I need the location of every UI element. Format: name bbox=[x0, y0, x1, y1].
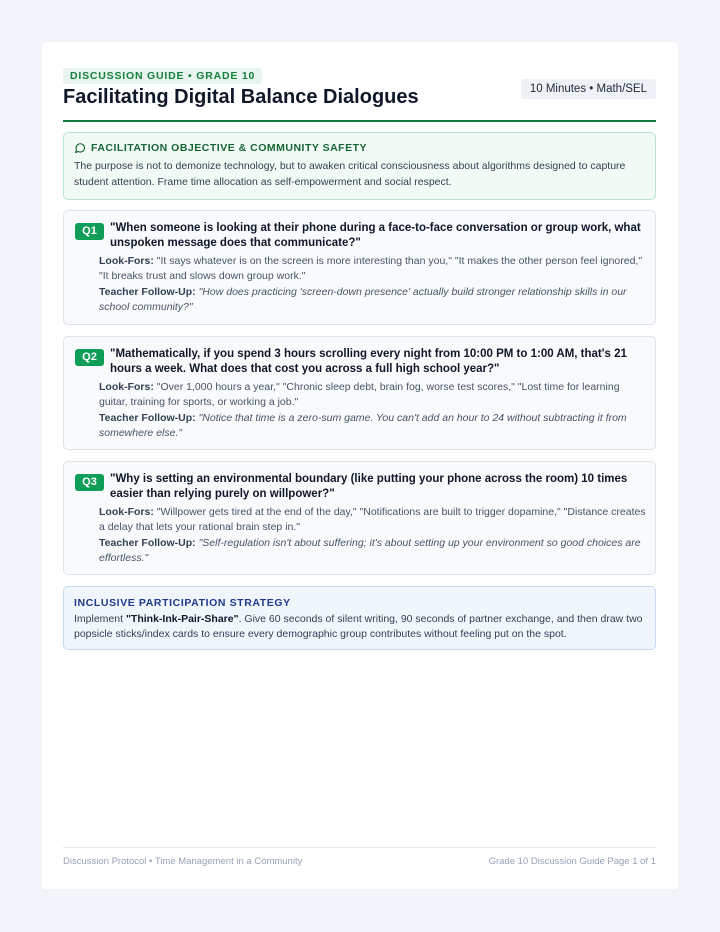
strategy-suffix: . Give 60 seconds of silent writing, 90 seconds of partner exchange, and then draw two popsicle sticks/index cards to ensure every demographic group contributes without feeling put on the spot. bbox=[74, 613, 643, 640]
strategy-highlight: "Think-Ink-Pair-Share" bbox=[125, 613, 239, 625]
objective-text: The purpose is not to demonize technology, but to awaken critical consciousness about algorithms designed to capture student attention. Frame time allocation as self-empowerment and social respect. bbox=[74, 160, 626, 188]
question-text: "When someone is looking at their phone during a face-to-face conversation or group work, what unspoken message does that communicate?" bbox=[110, 222, 641, 249]
strategy-prefix: Implement bbox=[74, 613, 126, 625]
question-answers bbox=[99, 505, 647, 565]
question-answers bbox=[99, 380, 647, 440]
look-fors-label: Look-Fors: bbox=[99, 506, 154, 518]
follow-up-label: Teacher Follow-Up: bbox=[99, 537, 196, 549]
question-card-q2 bbox=[63, 336, 656, 450]
follow-up-label: Teacher Follow-Up: bbox=[99, 286, 196, 298]
grade-tag: DISCUSSION GUIDE • GRADE 10 bbox=[63, 68, 262, 84]
question-text: "Mathematically, if you spend 3 hours scrolling every night from 10:00 PM to 1:00 AM, that's 21 hours a week. What does that cost you across a full high school year?" bbox=[110, 348, 627, 375]
follow-up-text: "Self-regulation isn't about suffering; it's about setting up your environment so good choices are effortless." bbox=[99, 537, 641, 564]
question-badge: Q2 bbox=[75, 349, 104, 366]
question-badge: Q3 bbox=[75, 474, 104, 491]
look-fors-text: "It says whatever is on the screen is more interesting than you," "It makes the other person feel ignored," "It breaks trust and slows down group work." bbox=[99, 255, 643, 282]
strategy-text bbox=[74, 612, 645, 642]
objective-box bbox=[63, 132, 656, 200]
question-badge: Q1 bbox=[75, 223, 104, 240]
look-fors-text: "Willpower gets tired at the end of the day," "Notifications are built to trigger dopamine," "Distance creates a delay that lets your rational brain step in." bbox=[99, 506, 646, 533]
chat-bubble-icon bbox=[74, 142, 86, 154]
follow-up-text: "How does practicing 'screen-down presence' actually build stronger relationship skills in our school community?" bbox=[99, 286, 627, 313]
teacher-follow-up bbox=[99, 285, 647, 314]
duration-subject-badge: 10 Minutes • Math/SEL bbox=[521, 79, 656, 99]
question-answers bbox=[99, 254, 647, 314]
look-fors-label: Look-Fors: bbox=[99, 255, 154, 267]
footer-left: Discussion Protocol • Time Management in a Community bbox=[63, 856, 303, 867]
objective-heading-row bbox=[74, 142, 645, 154]
look-fors bbox=[99, 505, 647, 534]
teacher-follow-up bbox=[99, 536, 647, 565]
look-fors bbox=[99, 380, 647, 409]
follow-up-label: Teacher Follow-Up: bbox=[99, 412, 196, 424]
look-fors-text: "Over 1,000 hours a year," "Chronic sleep debt, brain fog, worse test scores," "Lost time for learning guitar, training for sports, or working a job." bbox=[99, 381, 620, 408]
question-card-q1 bbox=[63, 210, 656, 325]
footer-right: Grade 10 Discussion Guide Page 1 of 1 bbox=[488, 856, 656, 867]
question-text: "Why is setting an environmental boundary (like putting your phone across the room) 10 times easier than relying purely on willpower?" bbox=[110, 473, 628, 500]
look-fors bbox=[99, 254, 647, 283]
header-divider bbox=[63, 120, 656, 122]
participation-strategy-box bbox=[63, 586, 656, 650]
footer-divider bbox=[63, 847, 656, 848]
question-card-q3 bbox=[63, 461, 656, 575]
document-page bbox=[42, 42, 678, 889]
objective-heading: FACILITATION OBJECTIVE & COMMUNITY SAFETY bbox=[91, 142, 368, 154]
page-title: Facilitating Digital Balance Dialogues bbox=[63, 86, 419, 108]
look-fors-label: Look-Fors: bbox=[99, 381, 154, 393]
follow-up-text: "Notice that time is a zero-sum game. You can't add an hour to 24 without subtracting it from somewhere else." bbox=[99, 412, 627, 439]
strategy-heading: INCLUSIVE PARTICIPATION STRATEGY bbox=[74, 597, 291, 609]
teacher-follow-up bbox=[99, 411, 647, 440]
